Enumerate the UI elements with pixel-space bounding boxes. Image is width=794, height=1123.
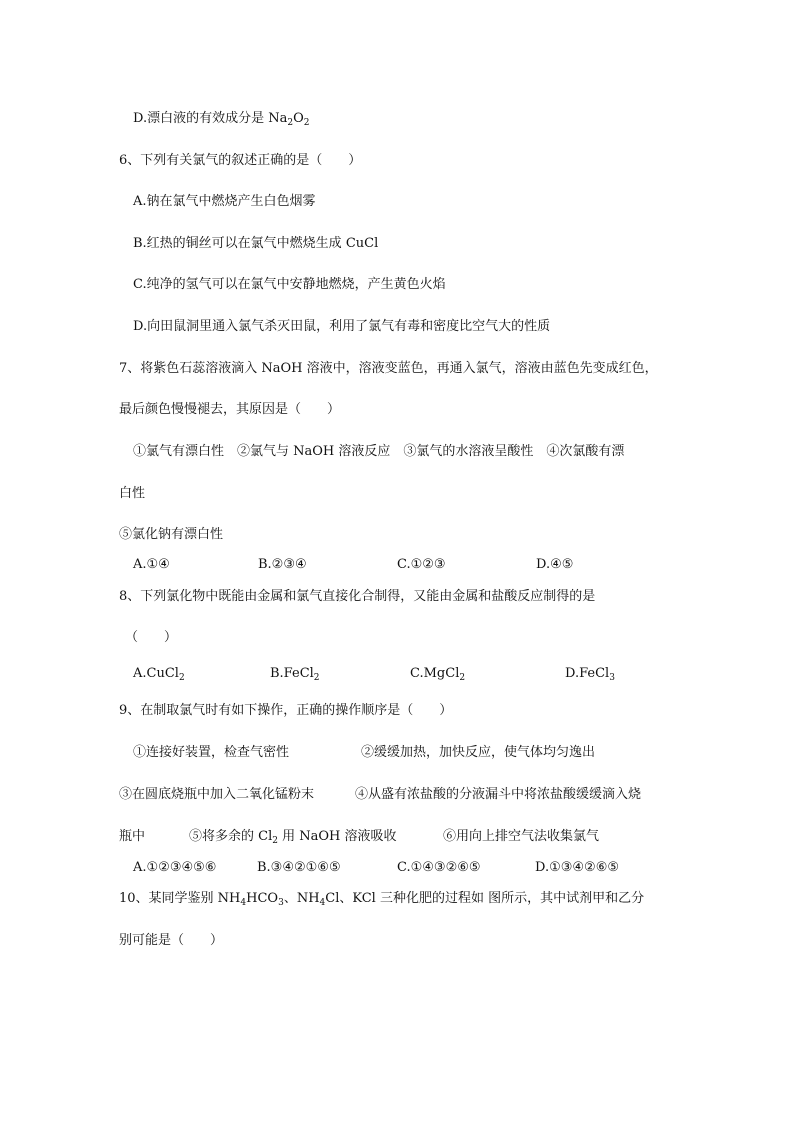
q10-stem-d: Cl、KCl 三种化肥的过程如 图所示，其中试剂甲和乙分	[325, 891, 645, 906]
q7-items-line3: ⑤氯化钠有漂白性	[119, 527, 224, 542]
q8-stem-line1: 8、下列氯化物中既能由金属和氯气直接化合制得，又能由金属和盐酸反应制得的是	[119, 589, 596, 604]
q8-stem-line2: （ ）	[125, 630, 178, 645]
q8-option-b-text: B.FeCl	[270, 666, 314, 681]
q9-step5-post: 用 NaOH 溶液吸收	[277, 829, 397, 844]
q8-option-a-sub: 2	[178, 673, 185, 683]
q9-option-d: D.①③④②⑥⑤	[535, 860, 620, 875]
q8-option-c-sub: 2	[459, 673, 466, 683]
q6-option-d: D.向田鼠洞里通入氯气杀灭田鼠，利用了氯气有毒和密度比空气大的性质	[133, 319, 551, 334]
q5-option-d-mid: O	[293, 111, 304, 126]
q5-option-d-sub2: 2	[303, 118, 310, 128]
q10-sub1: 4	[240, 898, 247, 908]
q9-option-a: A.①②③④⑤⑥	[133, 860, 217, 875]
q10-sub2: 3	[278, 898, 284, 908]
q8-option-d-text: D.FeCl	[565, 666, 610, 681]
q8-option-a	[133, 665, 185, 683]
q9-option-b: B.③④②①⑥⑤	[257, 860, 341, 875]
q9-step2: ②缓缓加热，加快反应，使气体均匀逸出	[361, 745, 596, 760]
q7-items-line2: 白性	[119, 486, 146, 501]
q10-stem-line2: 别可能是（ ）	[119, 933, 224, 948]
q6-stem: 6、下列有关氯气的叙述正确的是（ ）	[119, 153, 362, 168]
q6-option-b: B.红热的铜丝可以在氯气中燃烧生成 CuCl	[133, 236, 379, 251]
q8-option-b-sub: 2	[313, 673, 320, 683]
q8-option-a-text: A.CuCl	[133, 666, 179, 681]
q8-option-c	[410, 665, 465, 683]
q10-sub3: 4	[319, 898, 326, 908]
q9-option-c: C.①④③②⑥⑤	[397, 860, 481, 875]
q9-step4: ④从盛有浓盐酸的分液漏斗中将浓盐酸缓缓滴入烧	[355, 787, 642, 802]
q8-option-d-sub: 3	[609, 673, 615, 683]
q7-option-d: D.④⑤	[536, 557, 574, 572]
q9-step5	[189, 828, 397, 846]
q5-option-d-sub1: 2	[287, 118, 294, 128]
q7-option-b: B.②③④	[258, 557, 307, 572]
q5-option-d-text: D.漂白液的有效成分是 Na	[133, 111, 288, 126]
q5-option-d	[133, 110, 310, 128]
q10-stem-c: 、NH	[283, 891, 320, 906]
q9-step6: ⑥用向上排空气法收集氯气	[443, 829, 600, 844]
q9-step3: ③在圆底烧瓶中加入二氧化锰粉末	[119, 787, 315, 802]
q9-step5-text: ⑤将多余的 Cl	[189, 829, 273, 844]
q8-option-b	[270, 665, 320, 683]
q9-step5-sub: 2	[272, 836, 278, 846]
q10-stem-a: 10、某同学鉴别 NH	[119, 891, 241, 906]
q8-option-c-text: C.MgCl	[410, 666, 460, 681]
q6-option-c: C.纯净的氢气可以在氯气中安静地燃烧，产生黄色火焰	[133, 277, 446, 292]
q7-stem-line2: 最后颜色慢慢褪去，其原因是（ ）	[119, 402, 341, 417]
q9-step1: ①连接好装置，检查气密性	[133, 745, 290, 760]
q6-option-a: A.钠在氯气中燃烧产生白色烟雾	[133, 194, 316, 209]
q9-stem: 9、在制取氯气时有如下操作，正确的操作顺序是（ ）	[119, 703, 453, 718]
q10-stem-b: HCO	[246, 891, 279, 906]
q7-items-line1: ①氯气有漂白性 ②氯气与 NaOH 溶液反应 ③氯气的水溶液呈酸性 ④次氯酸有漂	[133, 444, 625, 459]
q9-step4-cont: 瓶中	[119, 829, 146, 844]
q10-stem-line1	[119, 890, 644, 908]
q7-option-c: C.①②③	[397, 557, 446, 572]
q7-stem-line1: 7、将紫色石蕊溶液滴入 NaOH 溶液中，溶液变蓝色，再通入氯气，溶液由蓝色先变成红色，	[119, 361, 658, 376]
q7-option-a: A.①④	[133, 557, 170, 572]
q8-option-d	[565, 665, 615, 683]
